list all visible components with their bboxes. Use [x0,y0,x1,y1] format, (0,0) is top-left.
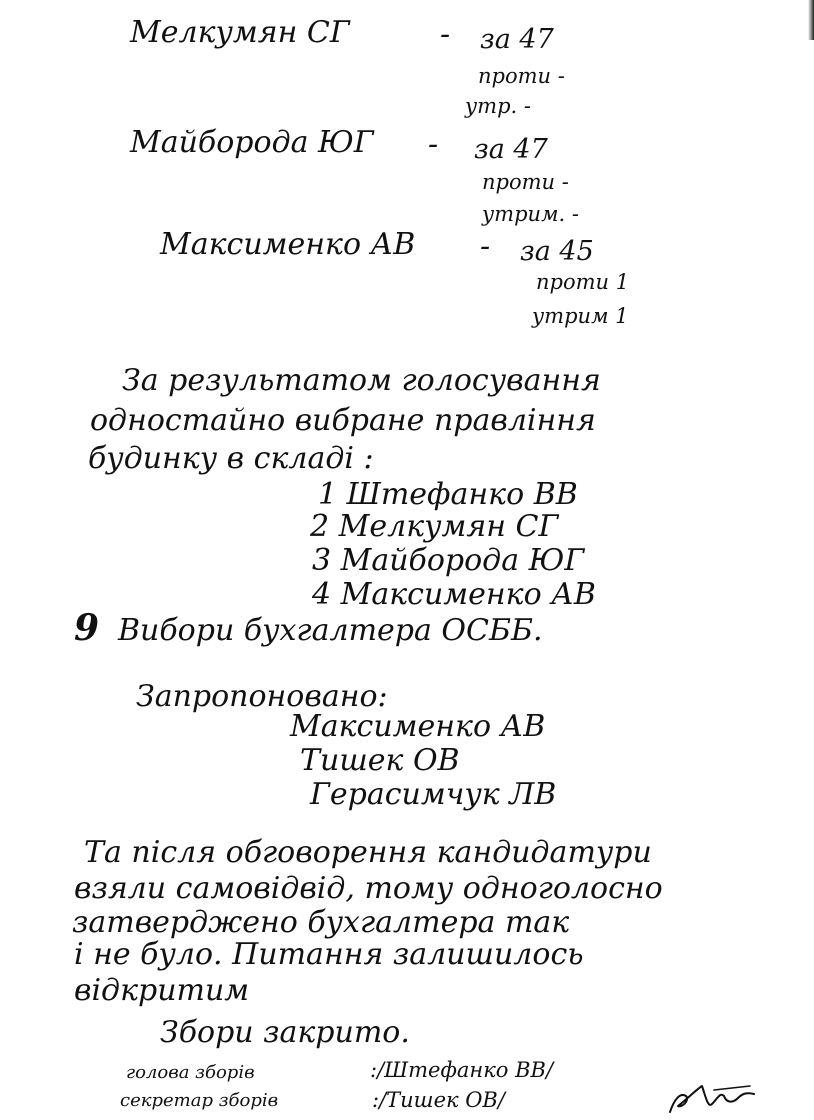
candidate-3: Герасимчук ЛВ [310,777,557,812]
item-9-number: 9 [74,607,100,649]
result-line-3: будинку в складі : [88,441,374,476]
vote-3-dash: - [480,229,491,264]
vote-2-name: Майборода ЮГ [130,125,374,160]
discussion-line-2: взяли самовідвід, тому одноголосно [74,871,663,906]
discussion-line-4: і не було. Питання залишилось [74,937,584,972]
vote-2-dash: - [428,127,439,162]
secretary-name: :/Тишек ОВ/ [372,1088,505,1112]
result-line-1: За результатом голосування [122,363,601,398]
item-9-text: Вибори бухгалтера ОСББ. [118,613,543,648]
vote-3-against: проти 1 [536,270,630,294]
vote-1-against: проти - [478,64,565,88]
vote-2-against: проти - [482,170,569,194]
scan-edge-shadow [808,0,814,40]
chair-name: :/Штефанко ВВ/ [370,1058,554,1082]
board-member-1: 1 Штефанко ВВ [318,477,578,512]
vote-1-for: за 47 [480,24,554,55]
vote-3-abstain: утрим 1 [532,304,629,328]
handwritten-signature [662,1078,762,1118]
chair-label: голова зборів [126,1062,255,1083]
board-member-2: 2 Мелкумян СГ [310,509,559,544]
vote-3-for: за 45 [520,236,594,267]
discussion-line-5: відкритим [74,973,250,1008]
vote-2-abstain: утрим. - [482,202,579,226]
vote-3-name: Максименко АВ [160,227,416,262]
vote-1-dash: - [440,17,451,52]
candidate-2: Тишек ОВ [300,743,460,778]
vote-2-for: за 47 [474,134,548,165]
board-member-4: 4 Максименко АВ [312,577,596,612]
candidate-1: Максименко АВ [290,709,546,744]
closing-text: Збори закрито. [160,1015,410,1050]
secretary-label: секретар зборів [120,1090,279,1111]
discussion-line-1: Та після обговорення кандидатури [84,835,652,870]
discussion-line-3: затверджено бухгалтера так [72,905,570,940]
board-member-3: 3 Майборода ЮГ [312,543,585,578]
vote-1-name: Мелкумян СГ [130,15,350,50]
proposed-label: Запропоновано: [136,679,388,714]
vote-1-abstain: утр. - [465,94,531,118]
result-line-2: одностайно вибране правління [90,403,596,438]
